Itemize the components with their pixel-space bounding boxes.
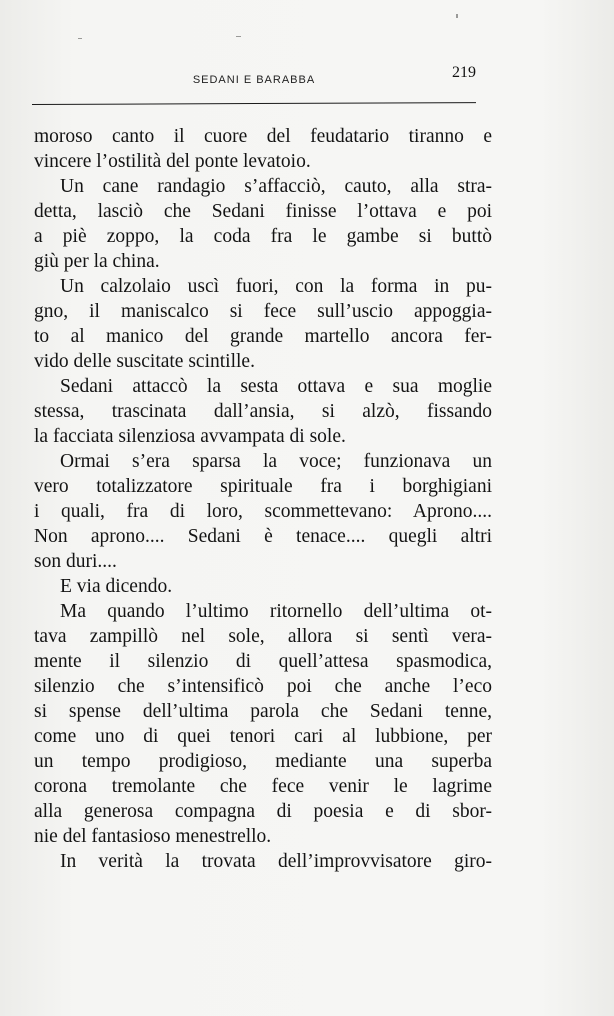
text-line: giù per la china. [34, 251, 160, 272]
text-line: mente il silenzio di quell’attesa spasmodica, [34, 651, 492, 672]
text-line: come uno di quei tenori cari al lubbione, per [34, 726, 492, 747]
text-line: In verità la trovata dell’improvvisatore giro- [60, 851, 492, 872]
paper-speck [236, 36, 241, 37]
text-line: vincere l’ostilità del ponte levatoio. [34, 151, 311, 172]
text-line: gno, il maniscalco si fece sull’uscio appoggia- [34, 301, 492, 322]
text-line: la facciata silenziosa avvampata di sole. [34, 426, 346, 447]
running-title: SEDANI E BARABBA [192, 74, 316, 86]
text-line: tava zampillò nel sole, allora si sentì vera- [34, 626, 492, 647]
text-line: son duri.... [34, 551, 117, 572]
text-line: detta, lasciò che Sedani finisse l’ottava e poi [34, 201, 492, 222]
text-line: silenzio che s’intensificò poi che anche l’eco [34, 676, 492, 697]
text-line: nie del fantasioso menestrello. [34, 826, 272, 847]
header-rule [32, 102, 476, 105]
text-line: stessa, trascinata dall’ansia, si alzò, fissando [34, 401, 492, 422]
text-line: vido delle suscitate scintille. [34, 351, 255, 372]
text-line: a piè zoppo, la coda fra le gambe si buttò [34, 226, 492, 247]
paper-speck [456, 14, 458, 18]
text-line: si spense dell’ultima parola che Sedani tenne, [34, 701, 492, 722]
text-line: corona tremolante che fece venir le lagrime [34, 776, 492, 797]
text-line: un tempo prodigioso, mediante una superba [34, 751, 492, 772]
text-line: Un cane randagio s’affacciò, cauto, alla stra- [60, 176, 492, 197]
text-line: i quali, fra di loro, scommettevano: Aprono.... [34, 501, 492, 522]
body-text [34, 124, 492, 874]
text-line: Non aprono.... Sedani è tenace.... quegli altri [34, 526, 492, 547]
text-line: E via dicendo. [60, 576, 173, 597]
text-line: Sedani attaccò la sesta ottava e sua moglie [60, 376, 492, 397]
text-line: alla generosa compagna di poesia e di sbor- [34, 801, 492, 822]
text-line: Un calzolaio uscì fuori, con la forma in pu- [60, 276, 492, 297]
text-line: to al manico del grande martello ancora fer- [34, 326, 492, 347]
text-line: Ma quando l’ultimo ritornello dell’ultima ot- [60, 601, 492, 622]
text-line: vero totalizzatore spirituale fra i borghigiani [34, 476, 492, 497]
paper-speck [78, 38, 82, 39]
running-header [32, 64, 476, 90]
text-line: Ormai s’era sparsa la voce; funzionava un [60, 451, 492, 472]
page-number: 219 [452, 64, 476, 81]
text-line: moroso canto il cuore del feudatario tiranno e [34, 126, 492, 147]
